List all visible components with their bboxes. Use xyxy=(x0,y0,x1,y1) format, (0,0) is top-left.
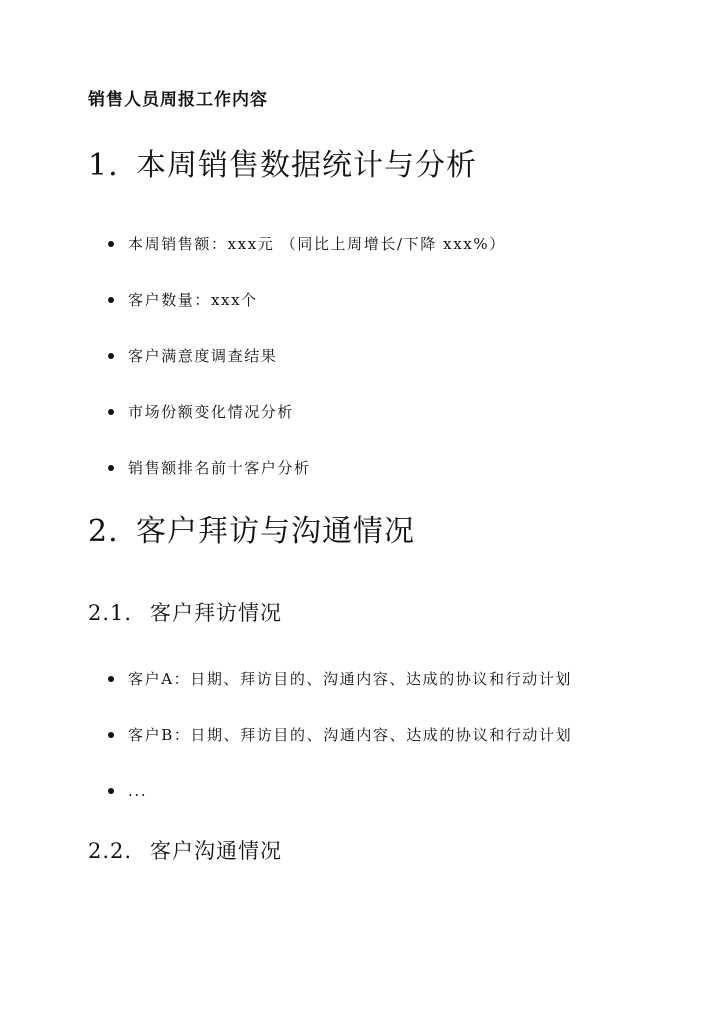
list-item xyxy=(108,289,258,311)
list-item xyxy=(108,724,572,746)
bullet-icon xyxy=(108,241,114,247)
bullet-icon xyxy=(108,732,114,738)
list-item-text: ... xyxy=(128,782,148,800)
subsection-2-2-number: 2.2. xyxy=(88,839,133,863)
list-item-text: 客户B：日期、拜访目的、沟通内容、达成的协议和行动计划 xyxy=(128,726,573,744)
bullet-icon xyxy=(108,465,114,471)
list-item xyxy=(108,401,294,423)
list-item xyxy=(108,233,506,255)
section-1-heading xyxy=(88,146,477,186)
section-1-number: 1. xyxy=(88,148,119,183)
list-item xyxy=(108,345,277,367)
section-2-number: 2. xyxy=(88,514,119,549)
list-item xyxy=(108,457,311,479)
subsection-2-1-heading xyxy=(88,598,282,628)
bullet-icon xyxy=(108,676,114,682)
bullet-icon xyxy=(108,353,114,359)
document-title: 销售人员周报工作内容 xyxy=(88,90,268,110)
subsection-2-2-heading xyxy=(88,836,282,866)
list-item xyxy=(108,780,147,802)
section-1-title: 本周销售数据统计与分析 xyxy=(136,148,477,183)
list-item-text: 销售额排名前十客户分析 xyxy=(128,459,311,477)
subsection-2-1-title: 客户拜访情况 xyxy=(150,601,282,625)
list-item-text: 客户数量：xxx个 xyxy=(128,291,258,309)
list-item-text: 本周销售额：xxx元 （同比上周增长/下降 xxx%） xyxy=(128,235,506,253)
list-item-text: 客户A：日期、拜访目的、沟通内容、达成的协议和行动计划 xyxy=(128,670,573,688)
bullet-icon xyxy=(108,409,114,415)
list-item-text: 客户满意度调查结果 xyxy=(128,347,278,365)
bullet-icon xyxy=(108,297,114,303)
subsection-2-2-title: 客户沟通情况 xyxy=(150,839,282,863)
bullet-icon xyxy=(108,788,114,794)
subsection-2-1-number: 2.1. xyxy=(88,601,133,625)
list-item-text: 市场份额变化情况分析 xyxy=(128,403,295,421)
section-2-heading xyxy=(88,512,415,552)
list-item xyxy=(108,668,572,690)
section-2-title: 客户拜访与沟通情况 xyxy=(136,514,415,549)
